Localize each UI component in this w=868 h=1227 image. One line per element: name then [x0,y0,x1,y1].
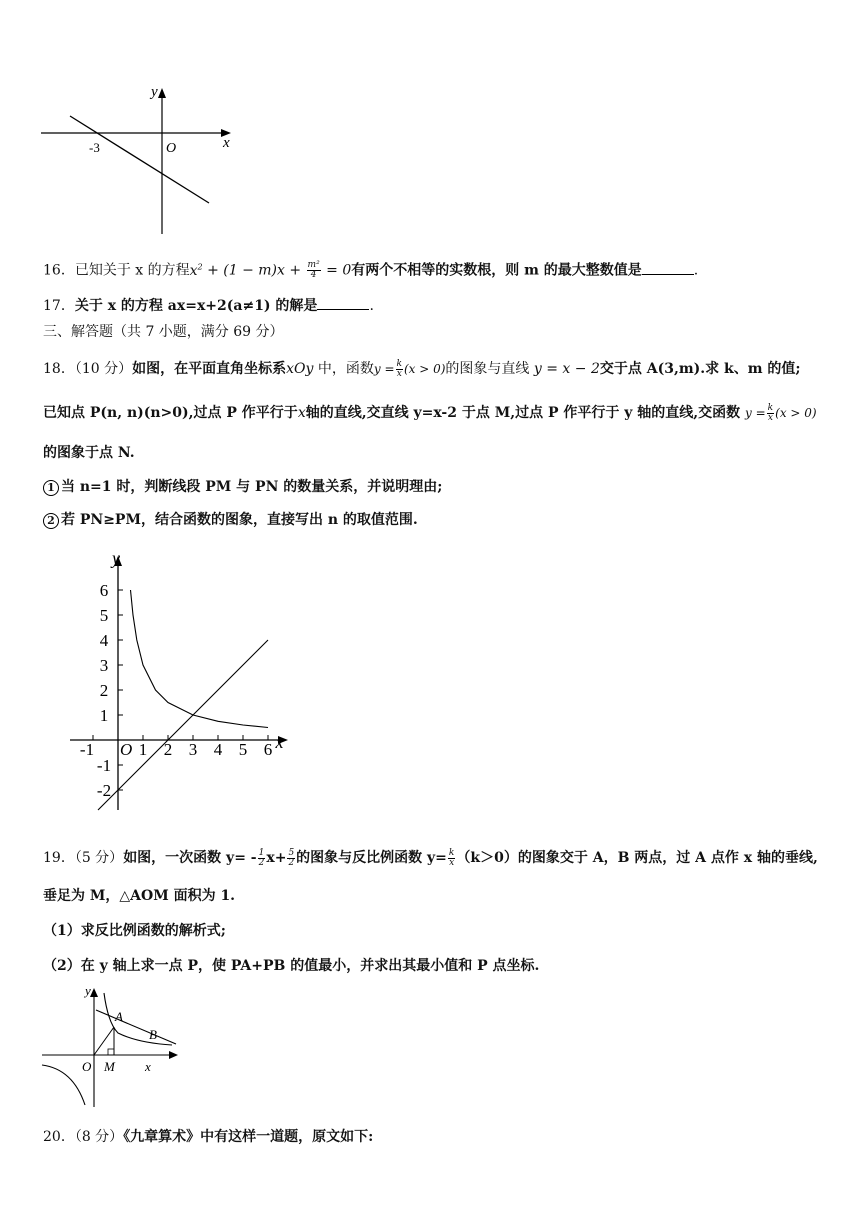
x-tick-label: 6 [263,740,273,759]
figure-line-graph [35,82,240,238]
question-17: 17．关于 x 的方程 ax=x+2(a≠1) 的解是 . [43,298,374,314]
x-tick-label: 5 [238,740,248,759]
origin-label: O [166,141,177,156]
q19-sub-2: （2）在 y 轴上求一点 P，使 PA+PB 的值最小，并求出其最小值和 P 点坐标. [43,958,540,974]
x-tick-label: 3 [188,740,198,759]
y-tick-label: -2 [96,781,112,800]
q16-eq-b: + (1 − m)x + [202,262,306,279]
q17-text: 关于 x 的方程 ax=x+2(a≠1) 的解是 [74,298,318,314]
svg-text:A: A [115,1009,123,1024]
svg-text:O: O [82,1059,92,1074]
series-hyperbola [131,590,269,728]
q18-line-2: 已知点 P(n, n)(n>0),过点 P 作平行于x轴的直线,交直线 y=x-2 于点 M,过点 P 作平行于 y 轴的直线,交函数 y = $\frac{k}{x}$ (x > 0) [43,402,817,423]
question-20: 20．（8 分）《九章算术》中有这样一道题，原文如下: [43,1129,374,1145]
y-tick-label: 6 [99,581,109,600]
svg-text:M: M [104,1059,115,1074]
y-tick-label: 5 [99,606,109,625]
svg-text:y: y [85,983,91,998]
origin-label: O [120,740,133,759]
axis-y-label: y [112,548,120,568]
y-tick-label: 2 [99,681,109,700]
answer-blank [642,262,694,275]
y-tick-label: 1 [99,706,109,725]
x-tick-label: -1 [79,740,95,759]
x-tick-label: 1 [138,740,148,759]
q16-eq-c: = 0 [321,262,352,279]
question-16: 16．已知关于 x 的方程$x^2 + (1 - m)x$ + $\frac{\text{m²}}{4}$ = 0有两个不相等的实数根，则 m 的最大整数值是 . [43,260,699,281]
question-18: 18．（10 分）如图，在平面直角坐标系xOy 中，函数y = $\frac{k}{x}$ (x > 0)的图象与直线 y = x − 2交于点 A(3,m).求 k、m 的值; [43,358,801,379]
graph-18 [60,548,300,818]
q19-sub-1: （1）求反比例函数的解析式; [43,923,226,939]
q19-line-2: 垂足为 M，△AOM 面积为 1. [43,888,236,904]
q18-sub-2: 2 若 PN≥PM，结合函数的图象，直接写出 n 的取值范围. [43,510,418,530]
x-tick-label: 4 [213,740,223,759]
tick-label: -3 [89,140,100,155]
axis-x-label: x [223,135,230,151]
svg-text:x: x [145,1059,151,1074]
q16-post: 有两个不相等的实数根，则 m 的最大整数值是 [351,262,642,279]
section-heading: 三、解答题（共 7 小题，满分 69 分） [43,324,284,340]
q18-line-3: 的图象于点 N. [43,445,135,461]
y-tick-label: 3 [99,656,109,675]
question-19: 19．（5 分）如图，一次函数 y= - $\frac{1}{2}$ x+ $\frac{5}{2}$ 的图象与反比例函数 y= $\frac{k}{x}$ （k＞0）的图象交于 A，B 两点，过 A 点作 x 轴的垂线, [43,847,818,868]
q18-sub-1: 1 当 n=1 时，判断线段 PM 与 PN 的数量关系，并说明理由; [43,477,442,497]
answer-blank [317,297,369,310]
svg-text:B: B [149,1027,157,1042]
axis-y-label: y [151,84,158,100]
y-tick-label: -1 [96,756,112,775]
y-tick-label: 4 [99,631,109,650]
figure-19 [38,983,188,1111]
q16-text: 已知关于 x 的方程 [74,262,190,279]
axis-x-label: x [275,732,284,752]
q16-eq-a: $x^2$ [189,262,203,279]
q16-fraction: $\frac{\text{m²}}{4}$ [307,260,320,281]
x-tick-label: 2 [163,740,173,759]
